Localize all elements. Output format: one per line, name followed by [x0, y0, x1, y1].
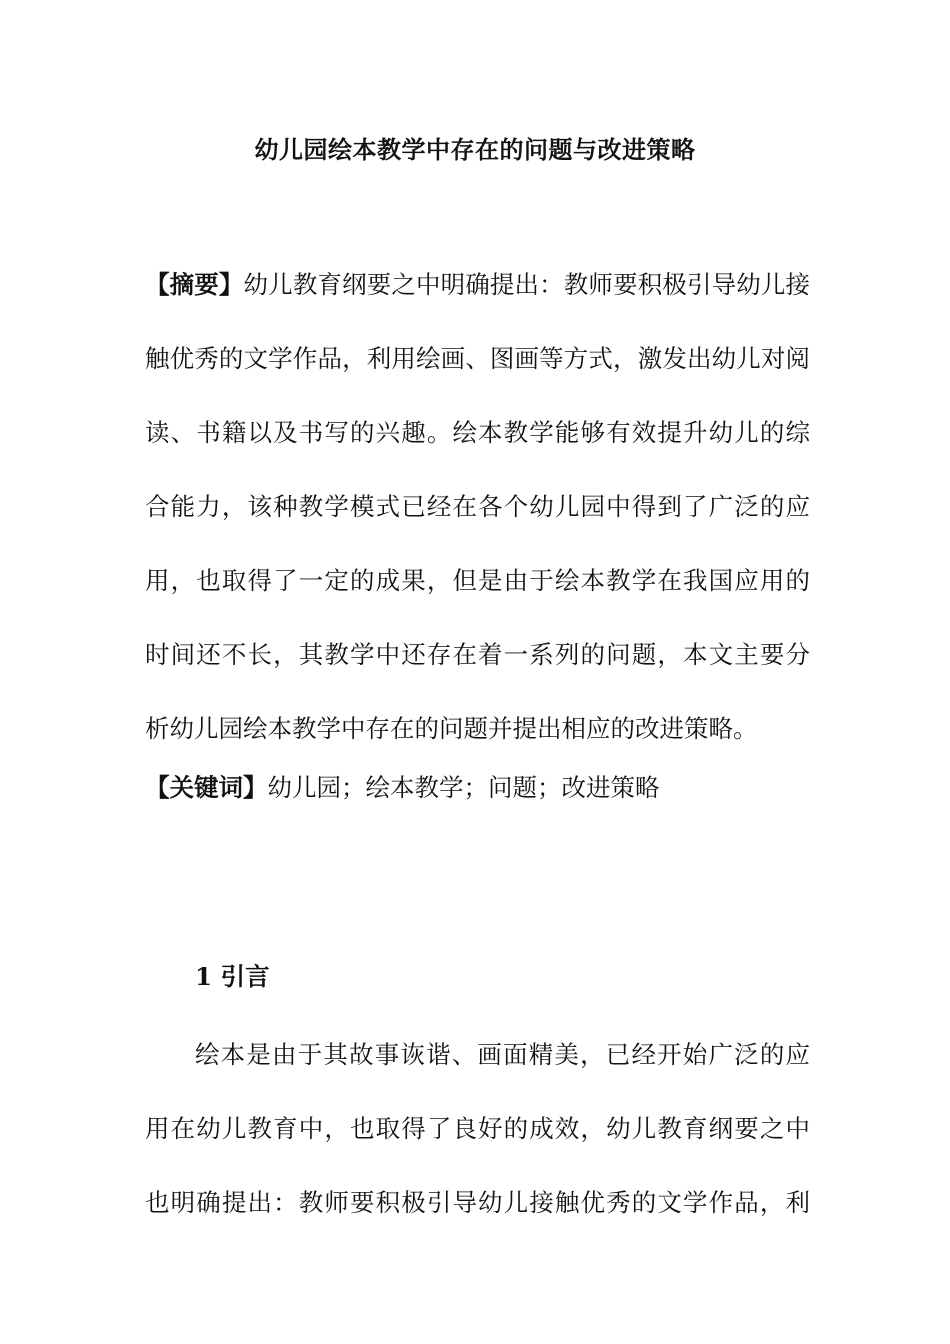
introduction-paragraph: [145, 1018, 810, 1240]
abstract-line: 析幼儿园绘本教学中存在的问题并提出相应的改进策略。: [145, 714, 758, 743]
abstract-line: 触优秀的文学作品，利用绘画、图画等方式，激发出幼儿对阅: [145, 344, 810, 373]
abstract-label: 【摘要】: [145, 270, 244, 299]
keywords-line: [145, 768, 810, 808]
abstract-line: 时间还不长，其教学中还存在着一系列的问题，本文主要分: [145, 640, 810, 669]
document-title: 幼儿园绘本教学中存在的问题与改进策略: [254, 135, 696, 164]
abstract-line: [145, 248, 810, 322]
abstract-paragraph: [145, 248, 810, 766]
paragraph-line: 绘本是由于其故事诙谐、画面精美，已经开始广泛的应: [195, 1040, 810, 1069]
abstract-line: 合能力，该种教学模式已经在各个幼儿园中得到了广泛的应: [145, 492, 810, 521]
keywords-text: 幼儿园；绘本教学；问题；改进策略: [267, 773, 660, 802]
paragraph-line: 也明确提出：教师要积极引导幼儿接触优秀的文学作品，利: [145, 1188, 810, 1217]
abstract-line: 读、书籍以及书写的兴趣。绘本教学能够有效提升幼儿的综: [145, 418, 810, 447]
keywords-label: 【关键词】: [145, 773, 268, 802]
paragraph-line: 用在幼儿教育中，也取得了良好的成效，幼儿教育纲要之中: [145, 1114, 810, 1143]
abstract-line-text: 幼儿教育纲要之中明确提出：教师要积极引导幼儿接: [243, 270, 811, 299]
abstract-line: 用，也取得了一定的成果，但是由于绘本教学在我国应用的: [145, 566, 810, 595]
section-heading-introduction: 1 引言: [195, 962, 270, 991]
